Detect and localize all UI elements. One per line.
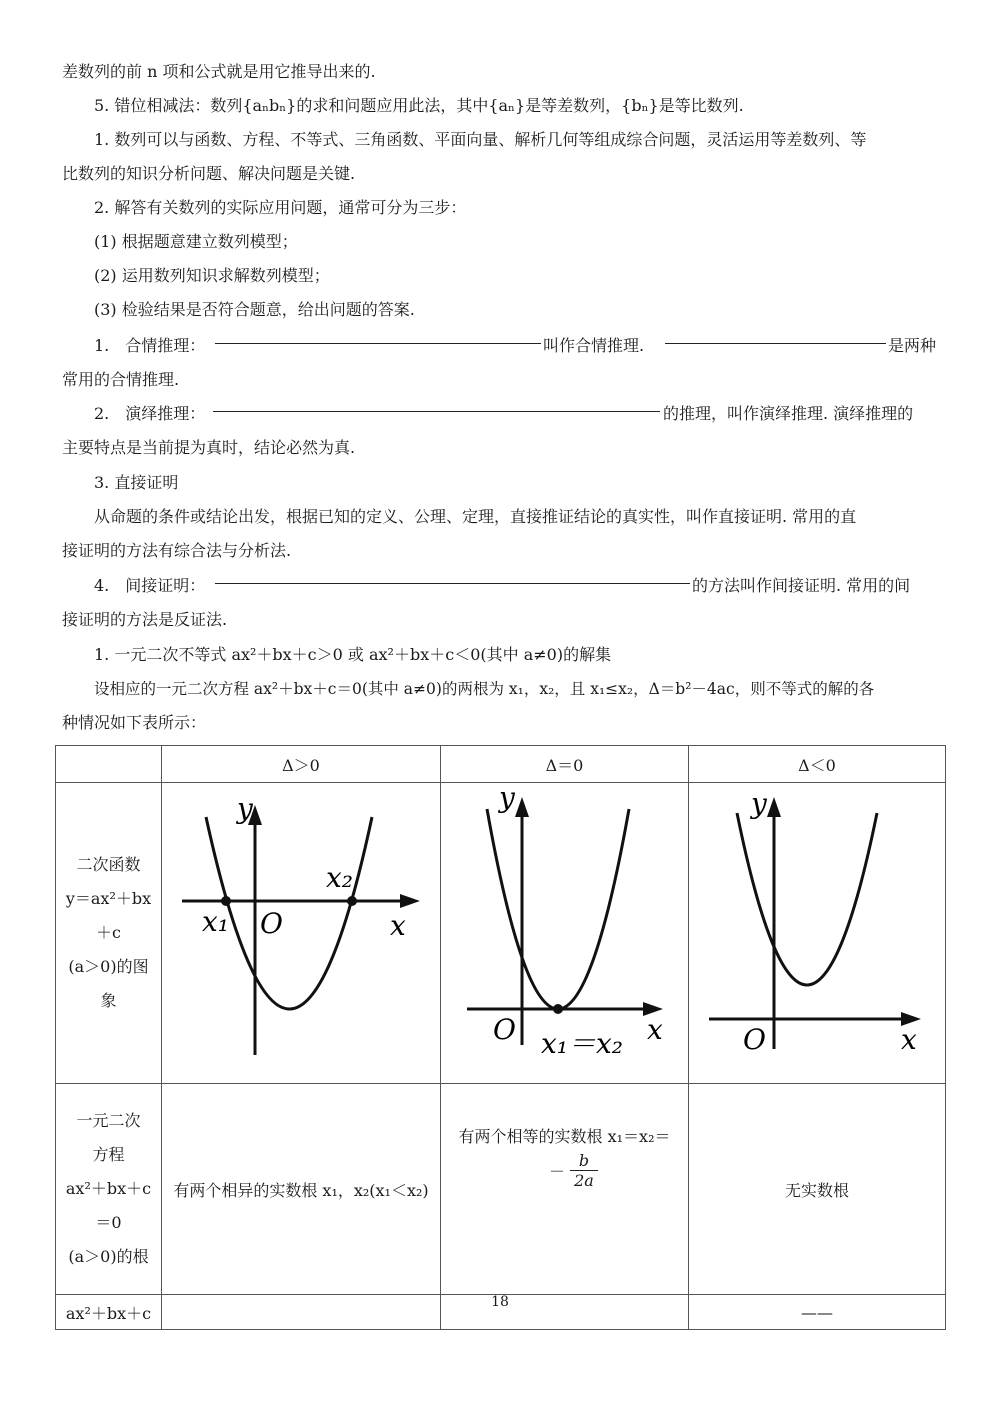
y-axis-label: y <box>751 787 767 820</box>
table-header-cell: Δ＝0 <box>441 746 689 783</box>
parabola-no-root-graph <box>689 783 946 1079</box>
root-label-x1: x₁ <box>202 905 230 938</box>
graph-cell-no-root <box>689 783 946 1084</box>
roots-cell-none: 无实数根 <box>689 1084 946 1295</box>
paragraph-text: 的方法叫作间接证明. 常用的间 <box>692 576 911 595</box>
paragraph-text: 的推理，叫作演绎推理. 演绎推理的 <box>663 404 914 423</box>
paragraph-text: 2. 演绎推理： <box>94 404 206 423</box>
fill-blank <box>215 321 541 344</box>
table-corner-cell <box>56 746 162 783</box>
paragraph-text: 是两种 <box>888 336 937 355</box>
text-line <box>0 157 1000 191</box>
double-root-text: 有两个相等的实数根 x₁＝x₂＝ <box>458 1127 671 1146</box>
row-label-line: 一元二次 <box>76 1111 141 1130</box>
text-line <box>0 431 1000 465</box>
table-row-roots <box>56 1084 946 1295</box>
text-line <box>0 638 1000 672</box>
parabola-curve <box>737 813 877 985</box>
paragraph-text: 种情况如下表所示： <box>62 713 207 732</box>
text-line <box>0 259 1000 293</box>
row-label-graph <box>56 783 162 1084</box>
origin-label: O <box>493 1013 516 1046</box>
text-line <box>0 672 1000 706</box>
paragraph-text: 差数列的前 n 项和公式就是用它推导出来的. <box>62 62 376 81</box>
roots-cell-two-distinct: 有两个相异的实数根 x₁，x₂(x₁＜x₂) <box>162 1084 441 1295</box>
row-label-line: y＝ax²＋bx <box>65 889 152 908</box>
fraction-numerator: b <box>570 1151 598 1171</box>
y-axis-arrow <box>767 797 781 817</box>
page-number: 18 <box>491 1294 509 1310</box>
x-axis-label: x <box>390 909 406 942</box>
paragraph-text: 主要特点是当前提为真时，结论必然为真. <box>62 438 356 457</box>
text-line <box>0 706 1000 740</box>
text-line <box>0 55 1000 89</box>
text-line <box>0 397 1000 431</box>
double-root-fraction <box>441 1151 688 1190</box>
fraction-denominator: 2a <box>574 1171 594 1190</box>
row-label-line: ax²＋bx＋c <box>65 1179 152 1198</box>
text-line <box>0 500 1000 534</box>
paragraph-text: 2. 解答有关数列的实际应用问题，通常可分为三步： <box>94 198 467 217</box>
parabola-curve <box>206 817 372 1009</box>
row-label-line: (a＞0)的根 <box>68 1247 149 1266</box>
roots-cell-double <box>441 1084 689 1295</box>
text-line <box>0 225 1000 259</box>
double-root-label: x₁＝x₂ <box>541 1027 624 1060</box>
quadratic-cases-table <box>55 745 946 1330</box>
paragraph-text: 叫作合情推理. <box>543 336 645 355</box>
paragraph-text: 1. 一元二次不等式 ax²＋bx＋c＞0 或 ax²＋bx＋c＜0(其中 a≠0)的解集 <box>94 645 612 664</box>
row-label-line: ＝0 <box>95 1213 122 1232</box>
paragraph-text: 从命题的条件或结论出发，根据已知的定义、公理、定理，直接推证结论的真实性，叫作直接证明. 常用的直 <box>94 507 857 526</box>
graph-cell-double-root <box>441 783 689 1084</box>
text-line <box>0 191 1000 225</box>
paragraph-text: 设相应的一元二次方程 ax²＋bx＋c＝0(其中 a≠0)的两根为 x₁，x₂，且 x₁≤x₂，Δ＝b²－4ac，则不等式的解的各 <box>94 680 875 698</box>
row-label-line: (a＞0)的图 <box>68 957 149 976</box>
fraction <box>570 1151 598 1190</box>
paragraph-text: 比数列的知识分析问题、解决问题是关键. <box>62 164 356 183</box>
row-label-line: 方程 <box>92 1145 125 1164</box>
row-label-line: ＋c <box>96 923 121 942</box>
paragraph-text: 5. 错位相减法：数列{aₙbₙ}的求和问题应用此法，其中{aₙ}是等差数列，{bₙ}是等比数列. <box>94 96 744 115</box>
parabola-two-roots-graph <box>162 783 441 1079</box>
paragraph-text: 接证明的方法有综合法与分析法. <box>62 541 292 560</box>
x-axis-label: x <box>901 1023 917 1056</box>
row-label-expression: ax²＋bx＋c <box>56 1295 162 1330</box>
x-axis-label: x <box>647 1013 663 1046</box>
row-label-line: 二次函数 <box>76 855 141 874</box>
y-axis-label: y <box>237 792 253 825</box>
text-line <box>0 466 1000 500</box>
fill-blank <box>665 321 886 344</box>
origin-label: O <box>743 1023 766 1056</box>
paragraph-text: 接证明的方法是反证法. <box>62 610 228 629</box>
fill-blank <box>213 389 660 412</box>
x-axis-arrow <box>400 894 420 908</box>
table-header-cell: Δ＜0 <box>689 746 946 783</box>
root-point <box>347 896 357 906</box>
y-axis-arrow <box>515 797 529 817</box>
root-point <box>553 1004 563 1014</box>
dash-cell: —— <box>689 1295 946 1330</box>
row-label-roots <box>56 1084 162 1295</box>
paragraph-text: 1. 合情推理： <box>94 336 206 355</box>
origin-label: O <box>260 907 283 940</box>
paragraph-text: (3) 检验结果是否符合题意，给出问题的答案. <box>94 300 415 319</box>
graph-cell-two-roots <box>162 783 441 1084</box>
fill-blank <box>215 561 690 584</box>
text-line <box>0 569 1000 603</box>
parabola-curve <box>487 809 629 1009</box>
root-label-x2: x₂ <box>326 861 354 894</box>
parabola-double-root-graph <box>441 783 689 1079</box>
paragraph-text: 4. 间接证明： <box>94 576 206 595</box>
section-heading: 3. 直接证明 <box>94 473 179 492</box>
paragraph-text: (1) 根据题意建立数列模型； <box>94 232 298 251</box>
text-line <box>0 123 1000 157</box>
paragraph-text: 常用的合情推理. <box>62 370 180 389</box>
y-axis-label: y <box>499 783 515 814</box>
table-header-row <box>56 746 946 783</box>
row-label-line: 象 <box>100 991 117 1010</box>
text-line <box>0 329 1000 363</box>
text-line <box>0 603 1000 637</box>
table-row-graphs <box>56 783 946 1084</box>
paragraph-text: (2) 运用数列知识求解数列模型； <box>94 266 330 285</box>
minus-sign: － <box>549 1162 566 1181</box>
paragraph-text: 1. 数列可以与函数、方程、不等式、三角函数、平面向量、解析几何等组成综合问题，灵活运用等差数列、等 <box>94 130 867 149</box>
text-line <box>0 89 1000 123</box>
table-header-cell: Δ＞0 <box>162 746 441 783</box>
